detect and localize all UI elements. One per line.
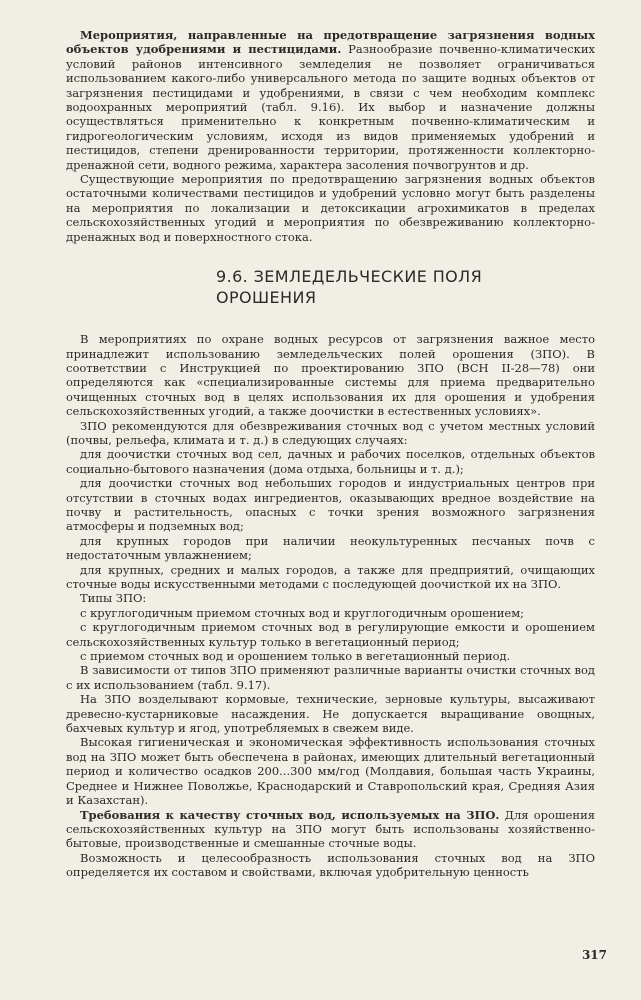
list-item-large-cities: для крупных городов при наличии неокультуренных песчаных почв с недостаточным увлажнением; — [66, 533, 595, 563]
paragraph-existing-measures: Существующие мероприятия по предотвращению загрязнения водных объектов остаточными количествами пестицидов и удобрений условно могут быть разделены на мероприятия по локализации и детоксикации агрохимикатов в пределах сельскохозяйственных угодий и мероприятия по обезвреживанию коллекторно-дренажных вод и поверхностного стока. — [66, 172, 595, 244]
page-number: 317 — [581, 948, 607, 962]
paragraph-zpo-types: Типы ЗПО: — [80, 591, 147, 606]
list-item-villages: для доочистки сточных вод сел, дачных и рабочих поселков, отдельных объектов социально-бытового назначения (дома отдыха, больницы и т. д.); — [66, 447, 595, 476]
paragraph-quality-requirements — [66, 808, 595, 851]
list-item-all-cities: для крупных, средних и малых городов, а также для предприятий, очищающих сточные воды искусственными методами с последующей доочисткой их на ЗПО. — [66, 562, 595, 591]
list-item-type-reservoirs: с круглогодичным приемом сточных вод в регулирующие емкости и орошением сельскохозяйственных культур только в вегетационный период; — [66, 620, 595, 649]
paragraph-zpo-recommended: ЗПО рекомендуются для обезвреживания сточных вод с учетом местных условий (почвы, рельефа, климата и т. д.) в следующих случаях: — [66, 418, 595, 447]
section-heading-line-2: ОРОШЕНИЯ — [216, 288, 317, 308]
list-item-type-year-round: с круглогодичным приемом сточных вод и круглогодичным орошением; — [80, 605, 525, 620]
section-heading — [216, 266, 595, 308]
paragraph-feasibility: Возможность и целесообразность использования сточных вод на ЗПО определяется их составом и свойствами, включая удобрительную ценность — [66, 850, 595, 880]
section-heading-line-1: 9.6. ЗЕМЛЕДЕЛЬЧЕСКИЕ ПОЛЯ — [216, 267, 483, 287]
list-item-type-vegetation: с приемом сточных вод и орошением только в вегетационный период. — [80, 649, 511, 664]
paragraph-text: Для орошения сельскохозяйственных культур на ЗПО могут быть использованы хозяйственно-бытовые, производственные и смешанные сточные воды. — [66, 807, 595, 851]
run-in-heading-requirements: Требования к качеству сточных вод, используемых на ЗПО. — [80, 807, 500, 822]
paragraph-efficiency: Высокая гигиеническая и экономическая эффективность использования сточных вод на ЗПО может быть обеспечена в районах, имеющих длительный вегетационный период и количество осадков 200...300 мм/год (Молдавия, большая часть Украины, Среднее и Нижнее Поволжье, Краснодарский и Ставропольский края, Средняя Азия и Казахстан). — [66, 735, 595, 808]
run-in-heading-measures: Мероприятия, направленные на предотвращение загрязнения водных объектов удобрениями и пестицидами. — [66, 28, 595, 57]
paragraph-treatment-variants: В зависимости от типов ЗПО применяют различные варианты очистки сточных вод с их использованием (табл. 9.17). — [66, 663, 595, 692]
paragraph-zpo-definition: В мероприятиях по охране водных ресурсов от загрязнения важное место принадлежит использованию земледельческих полей орошения (ЗПО). В соответствии с Инструкцией по проектированию ЗПО (ВСН II-28—78) они определяются как «специализированные системы для приема предварительно очищенных сточных вод в целях использования их для орошения и удобрения сельскохозяйственных угодий, а также доочистки в естественных условиях». — [66, 332, 595, 419]
paragraph-crops: На ЗПО возделывают кормовые, технические, зерновые культуры, высаживают древесно-кустарниковые насаждения. Не допускается выращивание овощных, бахчевых культур и ягод, употребляемых в свежем виде. — [66, 692, 595, 736]
paragraph-pesticide-measures — [66, 28, 595, 172]
list-item-small-towns: для доочистки сточных вод небольших городов и индустриальных центров при отсутствии в сточных водах ингредиентов, оказывающих вредное воздействие на почву и растительность, опасных с точки зрения возможного загрязнения атмосферы и подземных вод; — [66, 476, 595, 534]
paragraph-text: Разнообразие почвенно-климатических условий районов интенсивного земледелия не позволяет ограничиваться использованием какого-либо универсального метода по защите водных объектов от загрязнения пестицидами и удобрениями, в связи с чем необходим комплекс водоохранных мероприятий (табл. 9.16). Их выбор и назначение должны осуществляться применительно к конкретным почвенно-климатическим и гидрогеологическим условиям, исходя из видов применяемых удобрений и пестицидов, степени дренированности территории, протяженности коллекторно-дренажной сети, водного режима, характера засоления почвогрунтов и др. — [66, 42, 595, 172]
